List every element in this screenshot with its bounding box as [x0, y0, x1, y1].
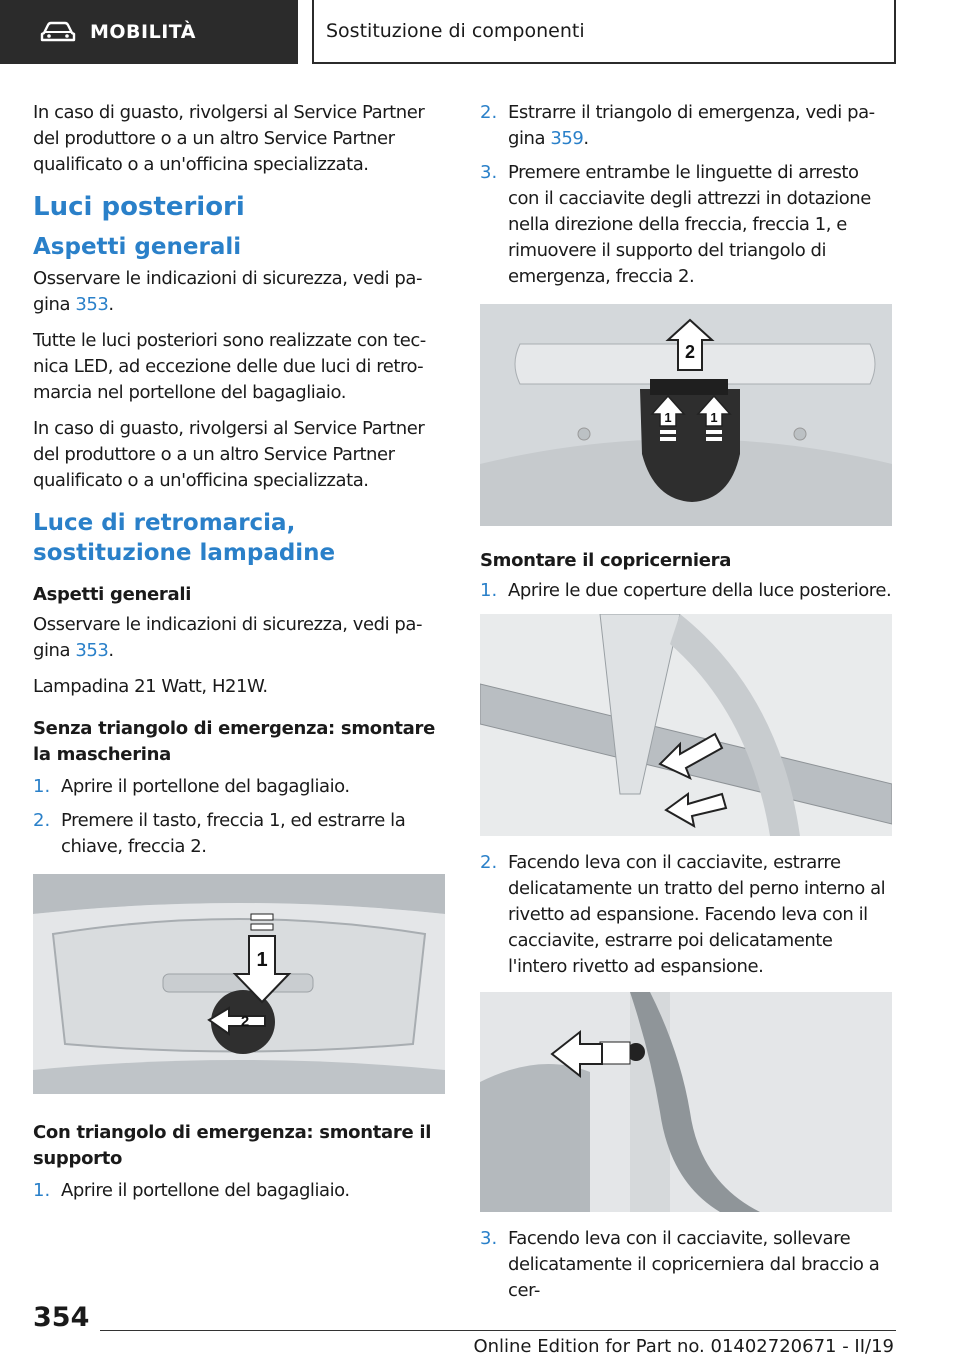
- svg-text:1: 1: [256, 949, 268, 971]
- page-link-359[interactable]: 359: [550, 128, 584, 149]
- svg-text:1: 1: [664, 410, 672, 425]
- heading-aspects: Aspetti generali: [33, 584, 192, 605]
- bulb-paragraph: Lampadina 21 Watt, H21W.: [33, 676, 268, 697]
- list-item: 2. Estrarre il triangolo di emergenza, vedi pagina 359.: [480, 102, 876, 149]
- section-tab: [0, 0, 298, 64]
- triangle-holder-figure: [480, 304, 892, 526]
- list-item: 1. Aprire il portellone del bagagliaio.: [33, 1180, 350, 1201]
- expansion-rivet-figure: [480, 992, 892, 1212]
- page-link-353[interactable]: 353: [75, 294, 109, 315]
- general-safety-paragraph: Osservare le indicazioni di sicurezza, vedi pagina 353.: [33, 268, 423, 315]
- page-link-353-b[interactable]: 353: [75, 640, 109, 661]
- list-item: 2. Facendo leva con il cacciavite, estrarre delicatamente un tratto del perno interno al rivetto ad espansione. Facendo leva con il cacciavite, estrarre poi delicatamente l'intero rivetto ad espansione.: [480, 852, 886, 977]
- heading-without-triangle: Senza triangolo di emergenza: smontare la mascherina: [33, 718, 435, 765]
- heading-hinge-cover: Smontare il copricerniera: [480, 550, 732, 571]
- page-number: 354: [33, 1302, 90, 1333]
- left-column: [33, 100, 445, 1212]
- list-item: 1. Aprire il portellone del bagagliaio.: [33, 776, 350, 797]
- trunk-lid-figure: [33, 874, 445, 1094]
- list-item: 3. Premere entrambe le linguette di arresto con il cacciavite degli attrezzi in dotazione nella direzione della freccia, freccia 1, e rimuovere il supporto del triangolo di emergenza, freccia 2.: [480, 162, 871, 287]
- aspects-safety-paragraph: Osservare le indicazioni di sicurezza, vedi pagina 353.: [33, 614, 423, 661]
- list-item: 1. Aprire le due coperture della luce posteriore.: [480, 580, 892, 601]
- heading-general: Aspetti generali: [33, 234, 242, 260]
- svg-text:1: 1: [710, 410, 718, 425]
- svg-text:2: 2: [684, 342, 696, 362]
- hinge-cover-figure: [480, 614, 892, 836]
- svg-text:2: 2: [240, 1013, 250, 1030]
- right-column: [480, 100, 892, 1312]
- heading-reverse-light: Luce di retromarcia, sostituzione lampadine: [33, 510, 336, 566]
- footer-divider: [100, 1330, 896, 1331]
- list-item: 3. Facendo leva con il cacciavite, sollevare delicatamente il copricerniera dal braccio a cer-: [480, 1228, 880, 1301]
- section-title: MOBILITÀ: [90, 21, 196, 43]
- heading-with-triangle: Con triangolo di emergenza: smontare il supporto: [33, 1122, 432, 1169]
- chapter-title: [312, 0, 896, 64]
- intro-paragraph: In caso di guasto, rivolgersi al Service Partner del produttore o a un altro Service Partner qualificato o a un'officina specializzata.: [33, 102, 425, 175]
- list-item: 2. Premere il tasto, freccia 1, ed estrarre la chiave, freccia 2.: [33, 810, 406, 857]
- topic-title: Sostituzione di componenti: [326, 20, 585, 42]
- heading-tail-lights: Luci posteriori: [33, 192, 245, 222]
- footer-edition: Online Edition for Part no. 01402720671 - II/19: [473, 1336, 894, 1357]
- general-led-paragraph: Tutte le luci posteriori sono realizzate con tecnica LED, ad eccezione delle due luci di retromarcia nel portellone del bagagliaio.: [33, 330, 427, 403]
- general-service-paragraph: In caso di guasto, rivolgersi al Service Partner del produttore o a un altro Service Partner qualificato o a un'officina specializzata.: [33, 418, 425, 491]
- car-icon: [40, 21, 76, 43]
